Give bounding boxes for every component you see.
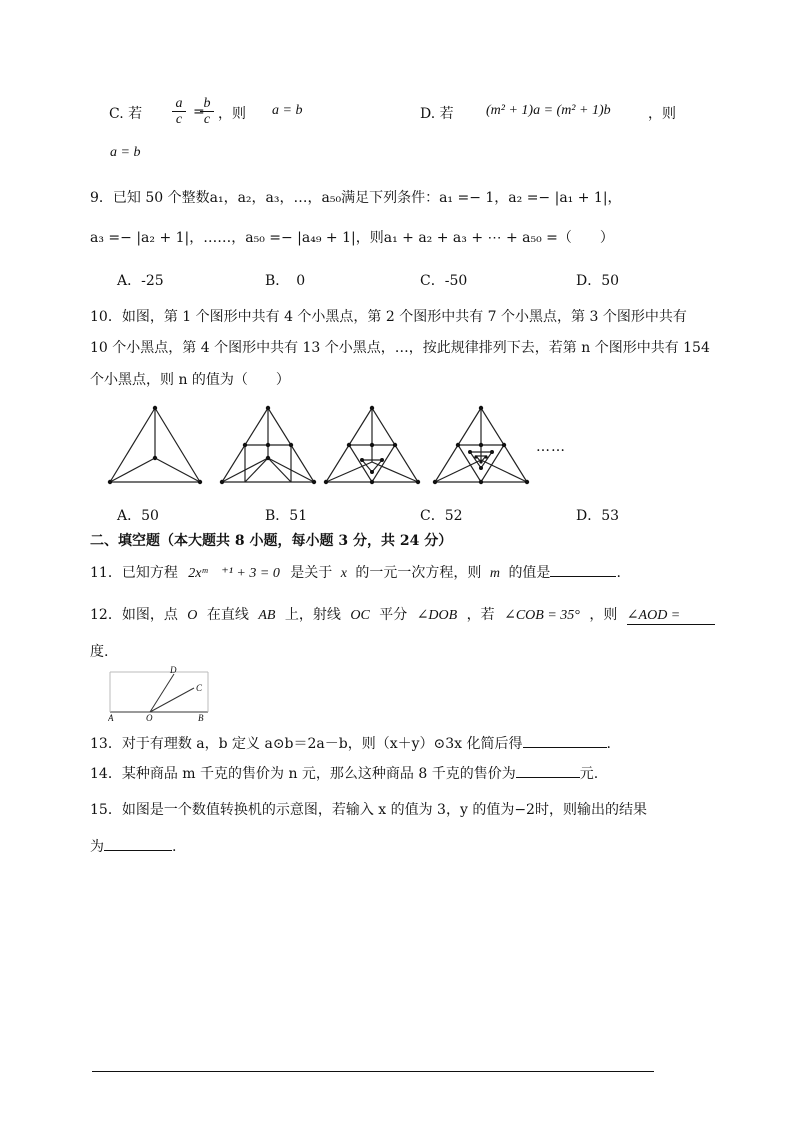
q9-line2: a₃ =− |a₂ + 1|，……，a₅₀ =− |a₄₉ + 1|，则a₁ + a₂ + a₃ + ⋯ + a₅₀ =（ ） (90, 230, 614, 246)
q12-text-d: 平分 (379, 607, 408, 623)
q12-text-f: ，则 (589, 607, 618, 623)
q12-angle-figure (108, 664, 218, 724)
q14-answer-blank[interactable] (516, 763, 580, 778)
frac-den-c2: c (203, 112, 211, 127)
q12-angle-dob: ∠DOB (416, 608, 458, 623)
q15-answer-blank[interactable] (104, 836, 172, 851)
q13-line (90, 733, 611, 753)
q11-line (90, 562, 621, 582)
q11-var-x: x (340, 566, 347, 581)
q12-line1 (90, 604, 715, 625)
q10-option-c: C．52 (420, 508, 463, 524)
q11-prefix: 11．已知方程 (90, 565, 178, 581)
q10-line3: 个小黑点，则 n 的值为（ ） (90, 372, 290, 388)
q12-point-o: O (187, 608, 198, 623)
fig-label-b: B (198, 713, 204, 723)
q12-text-a: 12．如图，点 (90, 607, 178, 623)
q10-line1: 10．如图，第 1 个图形中共有 4 个小黑点，第 2 个图形中共有 7 个小黑点，第 3 个图形中共有 (90, 309, 687, 325)
q10-option-d: D．53 (576, 508, 620, 524)
q11-var-m: m (489, 566, 500, 581)
q9-option-b: B． 0 (265, 273, 306, 289)
q8-option-c (109, 103, 142, 123)
q12-angle-cob: ∠COB = 35° (504, 608, 580, 623)
q11-mid2: 的一元一次方程，则 (355, 565, 482, 581)
q15-line2 (90, 836, 176, 856)
q14-end: 元. (579, 766, 599, 782)
frac-num-a: a (172, 96, 186, 112)
q15-end: . (172, 839, 177, 855)
q12-answer-blank[interactable]: ∠AOD = (627, 607, 715, 625)
q8-c-label: C. 若 (109, 106, 143, 122)
q15-prefix: 为 (90, 839, 104, 855)
q8-c-fraction-left (172, 96, 186, 127)
q10-option-a: A．50 (117, 508, 159, 524)
q14-text: 14．某种商品 m 千克的售价为 n 元，那么这种商品 8 千克的售价为 (90, 766, 516, 782)
equals-sign: = (193, 104, 205, 120)
q13-text: 13．对于有理数 a，b 定义 a⊙b＝2a－b，则（x＋y）⊙3x 化简后得 (90, 736, 523, 752)
q12-text-c: 上，射线 (284, 607, 341, 623)
q11-answer-blank[interactable] (550, 562, 616, 577)
q11-mid: 是关于 (290, 565, 333, 581)
q14-line (90, 763, 598, 783)
q9-option-a: A．-25 (117, 273, 164, 289)
q15-line1: 15．如图是一个数值转换机的示意图，若输入 x 的值为 3，y 的值为−2时，则输出的结果 (90, 802, 647, 818)
q9-option-c: C．-50 (420, 273, 468, 289)
q11-end: . (616, 565, 621, 581)
q10-option-b: B．51 (265, 508, 308, 524)
q10-ellipsis: …… (536, 439, 566, 455)
q11-suffix: 的值是 (508, 565, 551, 581)
fig-label-a: A (108, 713, 114, 723)
q12-text-b: 在直线 (206, 607, 249, 623)
q13-answer-blank[interactable] (523, 733, 607, 748)
q8-c-result: a = b (272, 103, 303, 118)
q8-d-then: ，则 (648, 106, 676, 122)
q8-d-expr: (m² + 1)a = (m² + 1)b (486, 103, 611, 118)
q11-equation: 2xᵐ ⁺¹ + 3 = 0 (188, 566, 280, 581)
q13-end: . (606, 736, 611, 752)
fig-label-o: O (146, 713, 153, 723)
q8-d-label: D. 若 (420, 106, 454, 122)
frac-den-c: c (175, 112, 183, 127)
q12-line-ab: AB (258, 608, 276, 623)
q10-line2: 10 个小黑点，第 4 个图形中共有 13 个小黑点，…，按此规律排列下去，若第 n 个图形中共有 154 (90, 340, 710, 356)
triangle-figure-1 (110, 408, 200, 482)
section2-title: 二、填空题（本大题共 8 小题，每小题 3 分，共 24 分） (90, 533, 453, 549)
q10-triangle-figures (0, 400, 794, 510)
q12-line2: 度. (90, 644, 109, 660)
q12-ray-oc: OC (350, 608, 370, 623)
frac-num-b: b (200, 96, 214, 112)
q9-line1: 9．已知 50 个整数a₁，a₂，a₃，…，a₅₀满足下列条件：a₁ =− 1，a₂ =− |a₁ + 1|， (90, 190, 622, 206)
fig-label-c: C (196, 683, 203, 693)
q8-c-then: ，则 (218, 106, 246, 122)
q8-d-result: a = b (110, 145, 141, 160)
fig-label-d: D (170, 665, 177, 675)
footer-rule (92, 1071, 654, 1072)
q9-option-d: D．50 (576, 273, 620, 289)
q12-text-e: ，若 (466, 607, 495, 623)
q8-c-fraction-right (200, 96, 214, 127)
